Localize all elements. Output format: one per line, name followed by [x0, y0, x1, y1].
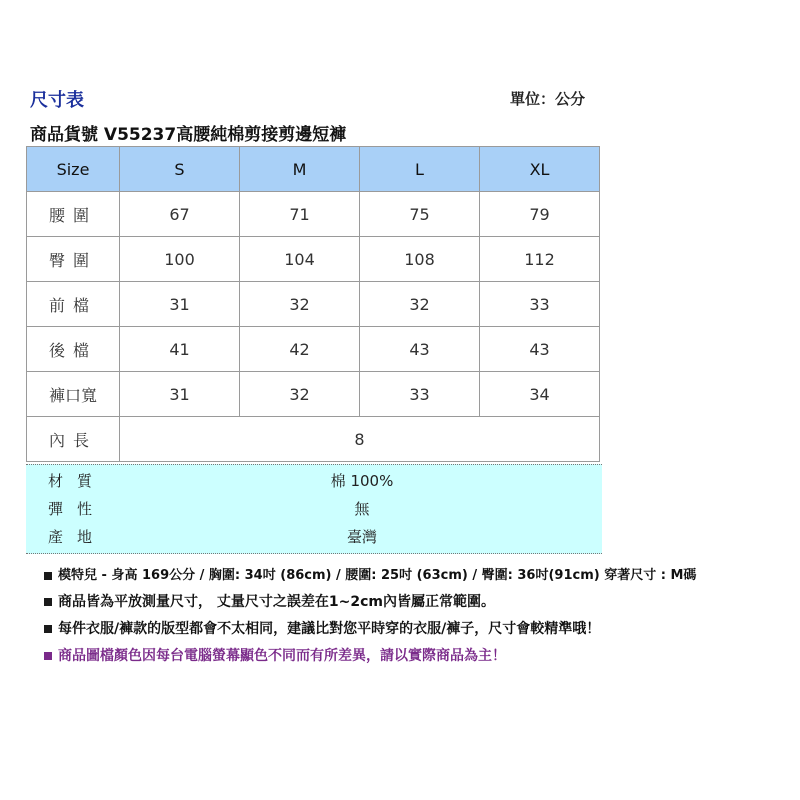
size-header-row [27, 147, 600, 192]
size-value: 112 [480, 237, 600, 282]
material-label: 材質 [48, 472, 107, 490]
fit-note [44, 618, 800, 645]
unit-label: 單位：公分 [510, 90, 586, 108]
origin-label: 產地 [48, 528, 107, 546]
size-value: 32 [240, 282, 360, 327]
size-value: 42 [240, 327, 360, 372]
size-header-cell: S [120, 147, 240, 192]
square-bullet-icon [44, 598, 52, 606]
note-text: 商品圖檔顏色因每台電腦螢幕顯色不同而有所差異，請以實際商品為主！ [58, 648, 506, 664]
origin-row [26, 526, 602, 552]
table-row [27, 372, 600, 417]
size-value: 100 [120, 237, 240, 282]
row-label: 後檔 [27, 327, 120, 372]
elasticity-value: 無 [354, 500, 370, 518]
row-label: 褲口寬 [27, 372, 120, 417]
row-label: 臀圍 [27, 237, 120, 282]
color-disclaimer-note [44, 645, 800, 672]
size-header-cell: XL [480, 147, 600, 192]
size-value: 32 [240, 372, 360, 417]
size-value: 108 [360, 237, 480, 282]
elasticity-row [26, 498, 602, 524]
model-info-note [44, 564, 800, 591]
row-label: 內長 [27, 417, 120, 462]
inseam-row [27, 417, 600, 462]
size-header-cell: Size [27, 147, 120, 192]
table-row [27, 282, 600, 327]
note-text: 商品皆為平放測量尺寸， 丈量尺寸之誤差在1~2cm內皆屬正常範圍。 [58, 594, 495, 610]
square-bullet-icon [44, 625, 52, 633]
size-value: 43 [360, 327, 480, 372]
table-row [27, 327, 600, 372]
size-value: 79 [480, 192, 600, 237]
note-text: 每件衣服/褲款的版型都會不太相同，建議比對您平時穿的衣服/褲子，尺寸會較精準哦！ [58, 621, 601, 637]
size-table [26, 146, 600, 462]
size-value: 71 [240, 192, 360, 237]
size-header-cell: L [360, 147, 480, 192]
size-value: 33 [360, 372, 480, 417]
elasticity-label: 彈性 [48, 500, 107, 518]
material-value: 棉 100% [330, 472, 394, 490]
square-bullet-icon [44, 652, 52, 660]
measurement-note [44, 591, 800, 618]
size-value: 31 [120, 282, 240, 327]
material-row [26, 470, 602, 496]
materials-box [26, 464, 602, 554]
product-code-name: 商品貨號 V55237高腰純棉剪接剪邊短褲 [30, 125, 347, 145]
size-value: 33 [480, 282, 600, 327]
note-text: 模特兒 - 身高 169公分 / 胸圍: 34吋 (86cm) / 腰圍: 25吋 (63cm) / 臀圍: 36吋(91cm) 穿著尺寸 : M碼 [58, 568, 697, 583]
size-value: 31 [120, 372, 240, 417]
notes-list [44, 564, 800, 672]
table-row [27, 192, 600, 237]
inseam-value: 8 [120, 417, 600, 462]
size-header-cell: M [240, 147, 360, 192]
row-label: 前檔 [27, 282, 120, 327]
origin-value: 臺灣 [346, 528, 377, 546]
size-value: 43 [480, 327, 600, 372]
size-value: 67 [120, 192, 240, 237]
size-value: 104 [240, 237, 360, 282]
size-chart-title: 尺寸表 [30, 90, 84, 111]
size-value: 34 [480, 372, 600, 417]
row-label: 腰圍 [27, 192, 120, 237]
table-row [27, 237, 600, 282]
size-value: 41 [120, 327, 240, 372]
size-value: 32 [360, 282, 480, 327]
size-value: 75 [360, 192, 480, 237]
square-bullet-icon [44, 572, 52, 580]
